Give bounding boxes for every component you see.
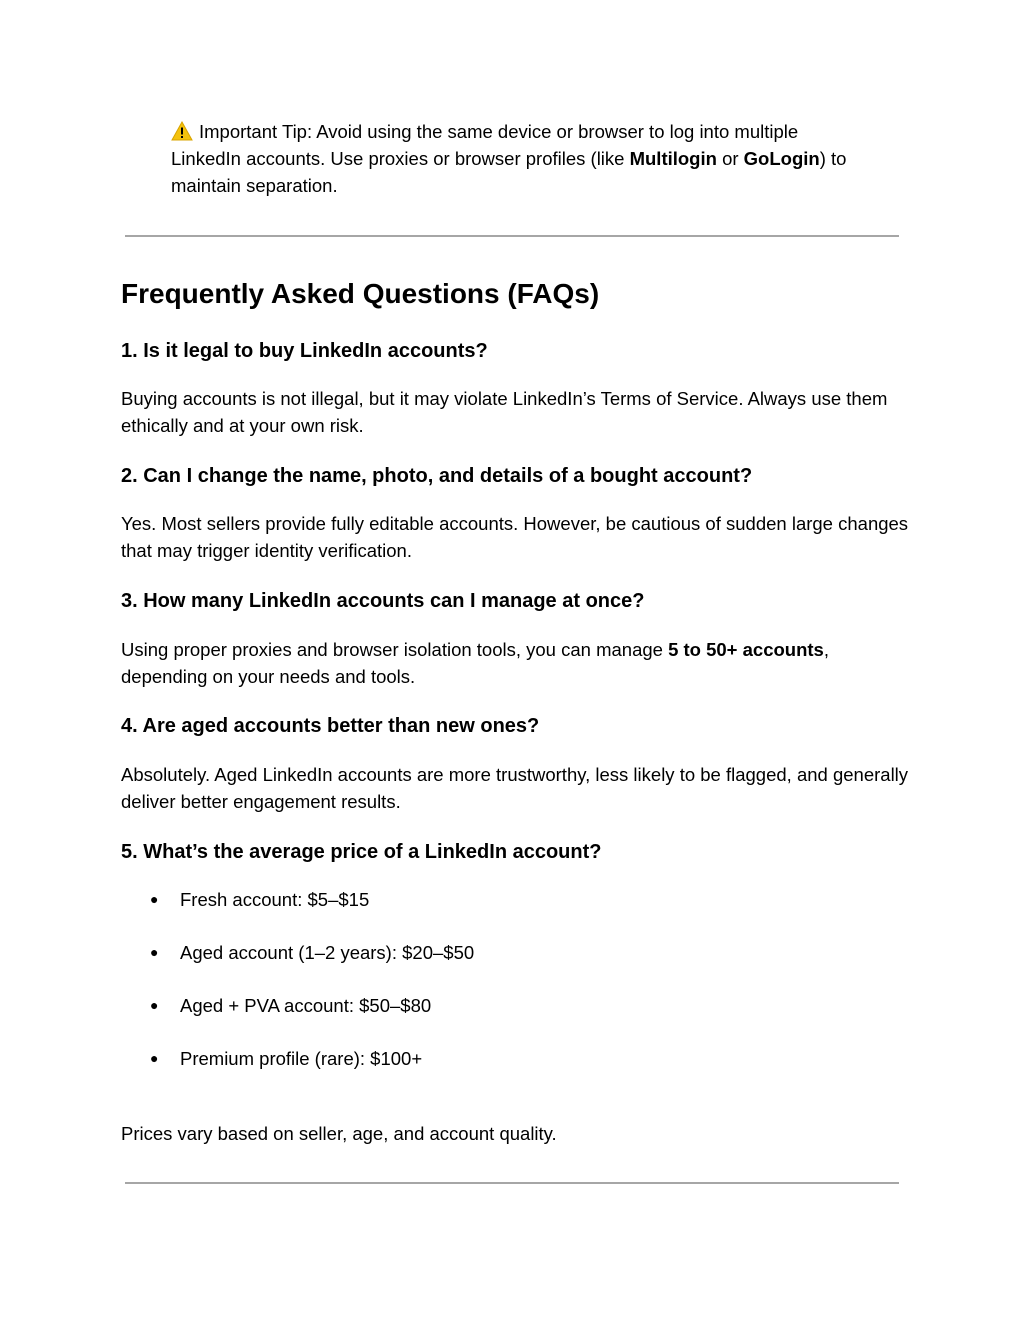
faq-answer-2: Yes. Most sellers provide fully editable accounts. However, be cautious of sudden large changes that may trigger identity verification. <box>121 513 909 561</box>
list-item <box>150 1045 474 1072</box>
tip-bold-gologin: GoLogin <box>743 148 820 169</box>
warning-icon <box>171 121 193 141</box>
faq-question-5: 5. What’s the average price of a LinkedIn account? <box>121 841 602 863</box>
bullet-icon: ● <box>150 944 159 960</box>
price-item-premium: Premium profile (rare): $100+ <box>180 1048 423 1069</box>
horizontal-divider <box>125 1182 899 1184</box>
faq-question-2: 2. Can I change the name, photo, and details of a bought account? <box>121 465 753 487</box>
tip-text-1: Important Tip: Avoid using the same device or browser to log into multiple LinkedIn accounts. Use proxies or browser profiles (like <box>171 121 799 169</box>
tip-text-2: or <box>716 148 744 169</box>
faq-answer-3 <box>121 636 911 690</box>
price-item-aged: Aged account (1–2 years): $20–$50 <box>180 942 475 963</box>
faq-title: Frequently Asked Questions (FAQs) <box>121 278 600 309</box>
price-item-aged-pva: Aged + PVA account: $50–$80 <box>180 995 432 1016</box>
faq-answer-4: Absolutely. Aged LinkedIn accounts are more trustworthy, less likely to be flagged, and generally deliver better engagement results. <box>121 764 909 812</box>
list-item <box>150 992 474 1019</box>
list-item <box>150 886 474 913</box>
faq-answer-3-bold: 5 to 50+ accounts <box>668 639 824 660</box>
faq-answer-3-text-2: , depending on your needs and tools. <box>121 639 829 687</box>
bullet-icon: ● <box>150 997 159 1013</box>
list-item <box>150 939 474 966</box>
faq-answer-3-text-1: Using proper proxies and browser isolation tools, you can manage <box>121 639 669 660</box>
price-item-fresh: Fresh account: $5–$15 <box>180 889 370 910</box>
bullet-icon: ● <box>150 891 159 907</box>
bullet-icon: ● <box>150 1050 159 1066</box>
horizontal-divider <box>125 235 899 237</box>
faq-answer-1: Buying accounts is not illegal, but it may violate LinkedIn’s Terms of Service. Always use them ethically and at your own risk. <box>121 388 888 436</box>
important-tip <box>171 118 871 199</box>
faq-question-1: 1. Is it legal to buy LinkedIn accounts? <box>121 340 488 362</box>
tip-bold-multilogin: Multilogin <box>629 148 717 169</box>
faq-question-4: 4. Are aged accounts better than new ones? <box>121 715 540 737</box>
price-list <box>150 886 474 1098</box>
tip-text-3: ) to maintain separation. <box>171 148 847 196</box>
faq-question-3: 3. How many LinkedIn accounts can I manage at once? <box>121 590 645 612</box>
price-note: Prices vary based on seller, age, and account quality. <box>121 1123 557 1144</box>
